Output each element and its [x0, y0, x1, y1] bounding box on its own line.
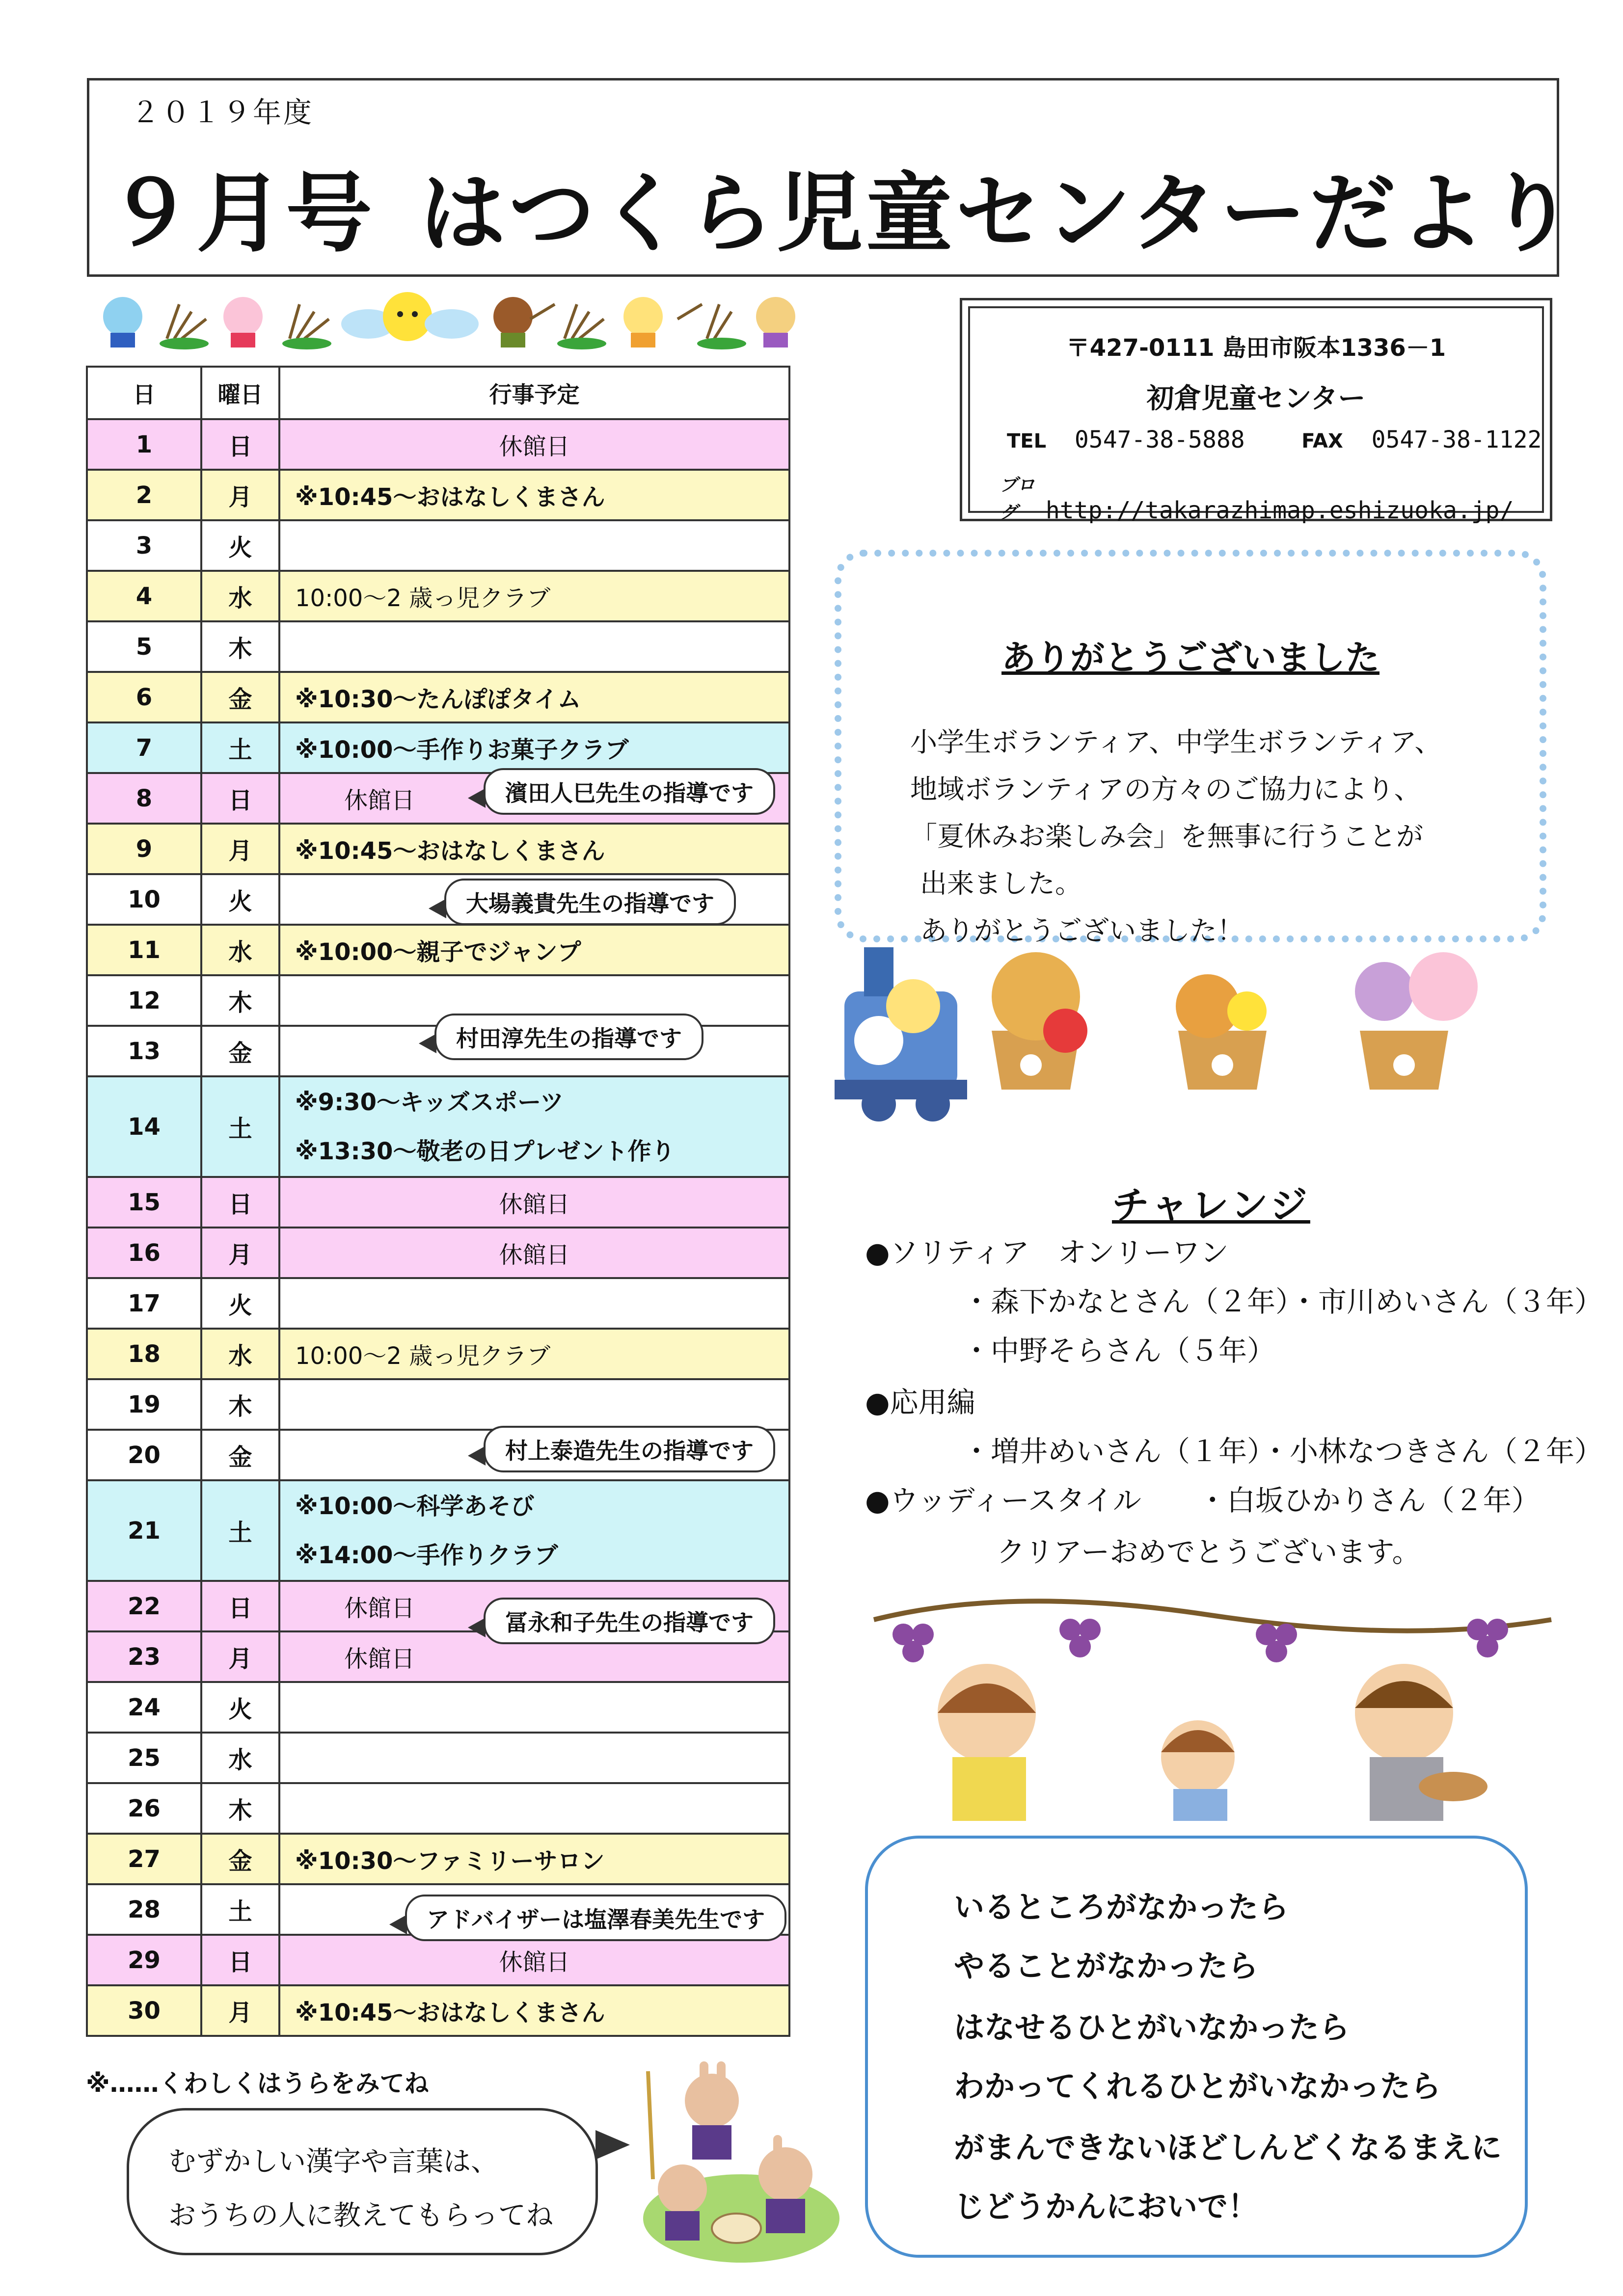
calendar-day: 16 — [87, 1228, 201, 1278]
instructor-callout: アドバイザーは塩澤春美先生です — [405, 1895, 786, 1941]
calendar-event: ※10:30～たんぽぽタイム — [295, 686, 581, 713]
calendar-event-cell — [279, 621, 789, 672]
instructor-callout: 冨永和子先生の指導です — [484, 1598, 775, 1644]
calendar-event: ※13:30～敬老の日プレゼント作り — [295, 1137, 675, 1165]
calendar-row — [87, 824, 789, 874]
calendar-row — [87, 1480, 789, 1581]
calendar-event-cell — [279, 1480, 789, 1581]
thanks-line: 地域ボランティアの方々のご協力により、 — [910, 774, 1421, 805]
calendar-event: ※10:00～親子でジャンプ — [295, 938, 581, 966]
newsletter-header — [87, 78, 1577, 277]
calendar-weekday: 水 — [201, 1733, 279, 1783]
poem-line: やることがなかったら — [954, 1948, 1259, 1984]
challenge-heading: ●ソリティア オンリーワン — [865, 1236, 1229, 1269]
rabbits-illustration — [638, 2052, 844, 2268]
calendar-weekday: 土 — [201, 1076, 279, 1177]
calendar-day: 12 — [87, 975, 201, 1026]
calendar-event-cell — [279, 925, 789, 975]
calendar-day: 21 — [87, 1480, 201, 1581]
challenge-closing: クリアーおめでとうございます。 — [997, 1535, 1421, 1569]
calendar-event: ※14:00～手作りクラブ — [295, 1541, 558, 1569]
calendar-event: ※9:30～キッズスポーツ — [295, 1088, 564, 1116]
calendar-row — [87, 672, 789, 722]
calendar-event-cell — [279, 1682, 789, 1733]
calendar-day: 11 — [87, 925, 201, 975]
calendar-weekday: 火 — [201, 520, 279, 571]
poem-line: はなせるひとがいなかったら — [954, 2009, 1350, 2045]
calendar-weekday: 木 — [201, 1783, 279, 1834]
calendar-event: ※10:45～おはなしくまさん — [295, 483, 605, 511]
calendar-weekday: 水 — [201, 571, 279, 621]
col-header-events: 行事予定 — [279, 367, 789, 419]
decoration-row — [93, 290, 908, 353]
calendar-weekday: 月 — [201, 470, 279, 520]
calendar-weekday: 火 — [201, 1278, 279, 1329]
reminder-line: むずかしい漢字や言葉は、 — [168, 2146, 498, 2178]
calendar-event-cell — [279, 571, 789, 621]
calendar-row — [87, 1228, 789, 1278]
calendar-event-cell — [279, 1379, 789, 1430]
contact-box — [960, 298, 1552, 524]
calendar-row — [87, 1329, 789, 1379]
calendar-event-cell — [279, 1733, 789, 1783]
instructor-callout: 村上泰造先生の指導です — [484, 1426, 775, 1472]
challenge-item: ・増井めいさん（１年）・小林なつきさん（２年） — [962, 1435, 1603, 1468]
calendar-weekday: 木 — [201, 621, 279, 672]
calendar-event: 休館日 — [344, 787, 415, 814]
calendar-day: 29 — [87, 1935, 201, 1985]
fax-number: 0547-38-1122 — [1371, 426, 1542, 454]
calendar-day: 28 — [87, 1884, 201, 1935]
calendar-row — [87, 1177, 789, 1228]
calendar-day: 22 — [87, 1581, 201, 1631]
calendar-event-cell — [279, 1177, 789, 1228]
calendar-row — [87, 1733, 789, 1783]
calendar-weekday: 金 — [201, 1834, 279, 1884]
calendar-day: 1 — [87, 419, 201, 470]
calendar-row — [87, 470, 789, 520]
calendar-day: 5 — [87, 621, 201, 672]
calendar-event: 休館日 — [499, 1949, 570, 1976]
calendar-weekday: 月 — [201, 1631, 279, 1682]
calendar-event: ※10:00～手作りお菓子クラブ — [295, 736, 629, 764]
instructor-callout: 濱田人巳先生の指導です — [484, 768, 775, 815]
calendar-event: 休館日 — [344, 1595, 415, 1622]
calendar-body — [87, 419, 789, 2036]
challenge-title: チャレンジ — [1112, 1183, 1310, 1227]
calendar-event-cell — [279, 1985, 789, 2036]
calendar-weekday: 月 — [201, 824, 279, 874]
blog-label: ブログ — [1000, 475, 1035, 523]
calendar-day: 18 — [87, 1329, 201, 1379]
calendar-day: 13 — [87, 1026, 201, 1076]
col-header-weekday: 曜日 — [201, 367, 279, 419]
calendar-weekday: 金 — [201, 1026, 279, 1076]
instructor-callout: 村田淳先生の指導です — [434, 1014, 703, 1060]
instructor-callout: 大場義貴先生の指導です — [444, 879, 736, 925]
calendar-event-cell — [279, 672, 789, 722]
calendar-event: ※10:30～ファミリーサロン — [295, 1847, 605, 1875]
calendar-day: 24 — [87, 1682, 201, 1733]
calendar-event-cell — [279, 1783, 789, 1834]
calendar-event: ※10:45～おはなしくまさん — [295, 837, 605, 865]
calendar-day: 8 — [87, 773, 201, 824]
calendar-day: 25 — [87, 1733, 201, 1783]
calendar-event-cell — [279, 520, 789, 571]
challenge-heading: ●ウッディースタイル ・白坂ひかりさん（２年） — [865, 1484, 1540, 1517]
calendar-day: 6 — [87, 672, 201, 722]
calendar-event-cell — [279, 824, 789, 874]
calendar-event-cell — [279, 1076, 789, 1177]
calendar-weekday: 水 — [201, 1329, 279, 1379]
tel-number: 0547-38-5888 — [1074, 426, 1245, 454]
calendar-event: 休館日 — [499, 1191, 570, 1218]
calendar-row — [87, 722, 789, 773]
thanks-line: 出来ました。 — [920, 868, 1082, 899]
calendar-weekday: 日 — [201, 419, 279, 470]
back-page-note: ※……くわしくはうらをみてね — [86, 2069, 429, 2098]
tel-label: TEL — [1007, 430, 1047, 453]
calendar-weekday: 日 — [201, 773, 279, 824]
calendar-event: 休館日 — [499, 1241, 570, 1269]
calendar-event: 休館日 — [344, 1645, 415, 1673]
calendar-row — [87, 1278, 789, 1329]
calendar-row — [87, 1682, 789, 1733]
calendar-row — [87, 621, 789, 672]
calendar-event: 10:00～2 歳っ児クラブ — [295, 1342, 551, 1370]
calendar-event-cell — [279, 1935, 789, 1985]
calendar-weekday: 土 — [201, 1480, 279, 1581]
calendar-weekday: 木 — [201, 1379, 279, 1430]
poem-line: いるところがなかったら — [954, 1889, 1289, 1925]
poem-line: わかってくれるひとがいなかったら — [954, 2068, 1441, 2104]
calendar-day: 14 — [87, 1076, 201, 1177]
calendar-weekday: 火 — [201, 874, 279, 925]
thanks-title: ありがとうございました — [1001, 638, 1380, 678]
newsletter-title: はつくら児童センターだより — [419, 163, 1577, 264]
calendar-event: ※10:45～おはなしくまさん — [295, 1999, 605, 2027]
calendar-weekday: 土 — [201, 722, 279, 773]
thanks-line: ありがとうございました！ — [920, 915, 1244, 946]
calendar-row — [87, 1076, 789, 1177]
calendar-day: 7 — [87, 722, 201, 773]
character-decoration-illustration — [93, 290, 908, 353]
calendar-day: 17 — [87, 1278, 201, 1329]
calendar-event: 休館日 — [499, 433, 570, 460]
poem-line: じどうかんにおいで！ — [954, 2189, 1259, 2224]
calendar-row — [87, 419, 789, 470]
blog-line — [1000, 469, 1542, 524]
calendar-row — [87, 1834, 789, 1884]
calendar-day: 3 — [87, 520, 201, 571]
calendar-event: ※10:00～科学あそび — [295, 1492, 535, 1520]
calendar-weekday: 日 — [201, 1935, 279, 1985]
calendar-weekday: 金 — [201, 1430, 279, 1480]
calendar-day: 20 — [87, 1430, 201, 1480]
calendar-event-cell — [279, 470, 789, 520]
calendar-day: 26 — [87, 1783, 201, 1834]
calendar-day: 2 — [87, 470, 201, 520]
calendar-weekday: 木 — [201, 975, 279, 1026]
challenge-heading: ●応用編 — [865, 1386, 975, 1419]
calendar-row — [87, 1379, 789, 1430]
phone-fax-line — [1007, 426, 1542, 454]
calendar-weekday: 水 — [201, 925, 279, 975]
col-header-day: 日 — [87, 367, 201, 419]
calendar-day: 9 — [87, 824, 201, 874]
calendar-event-cell — [279, 1834, 789, 1884]
calendar-event-cell — [279, 419, 789, 470]
thanks-panel — [835, 550, 1546, 946]
page-title — [107, 144, 1577, 268]
calendar-day: 23 — [87, 1631, 201, 1682]
event-calendar — [86, 366, 790, 2037]
thanks-body — [910, 719, 1441, 954]
calendar-weekday: 月 — [201, 1228, 279, 1278]
issue-label: ９月号 — [107, 163, 376, 264]
reminder-line: おうちの人に教えてもらってね — [168, 2200, 553, 2232]
challenge-item: ・森下かなとさん（２年）・市川めいさん（３年） — [962, 1285, 1603, 1318]
fiscal-year: ２０１９年度 — [131, 96, 314, 129]
grape-picking-illustration — [864, 1590, 1561, 1821]
blog-url[interactable]: http://takarazhimap.eshizuoka.jp/ — [1045, 497, 1514, 524]
calendar-row — [87, 1985, 789, 2036]
train-illustration — [835, 933, 1551, 1144]
calendar-day: 15 — [87, 1177, 201, 1228]
calendar-day: 27 — [87, 1834, 201, 1884]
thanks-line: 小学生ボランティア、中学生ボランティア、 — [910, 726, 1442, 758]
calendar-row — [87, 1935, 789, 1985]
calendar-day: 30 — [87, 1985, 201, 2036]
calendar-day: 4 — [87, 571, 201, 621]
calendar-weekday: 土 — [201, 1884, 279, 1935]
calendar-weekday: 月 — [201, 1985, 279, 2036]
calendar-event: 10:00～2 歳っ児クラブ — [295, 585, 551, 612]
poem-line: がまんできないほどしんどくなるまえに — [954, 2130, 1502, 2165]
calendar-row — [87, 925, 789, 975]
calendar-weekday: 日 — [201, 1177, 279, 1228]
calendar-row — [87, 520, 789, 571]
calendar-day: 19 — [87, 1379, 201, 1430]
reminder-bubble — [127, 2108, 598, 2255]
postal-address: 〒427-0111 島田市阪本1336－1 — [1066, 334, 1446, 362]
challenge-item: ・中野そらさん（５年） — [962, 1334, 1276, 1367]
calendar-row — [87, 571, 789, 621]
calendar-weekday: 金 — [201, 672, 279, 722]
thanks-line: 「夏休みお楽しみ会」を無事に行うことが — [910, 821, 1424, 852]
calendar-row — [87, 1783, 789, 1834]
calendar-event-cell — [279, 1278, 789, 1329]
center-name: 初倉児童センター — [1146, 383, 1366, 415]
calendar-event-cell — [279, 1228, 789, 1278]
calendar-event-cell — [279, 1329, 789, 1379]
calendar-event-cell — [279, 722, 789, 773]
calendar-weekday: 火 — [201, 1682, 279, 1733]
calendar-day: 10 — [87, 874, 201, 925]
fax-label: FAX — [1301, 430, 1343, 453]
poem-box — [865, 1836, 1528, 2258]
calendar-weekday: 日 — [201, 1581, 279, 1631]
